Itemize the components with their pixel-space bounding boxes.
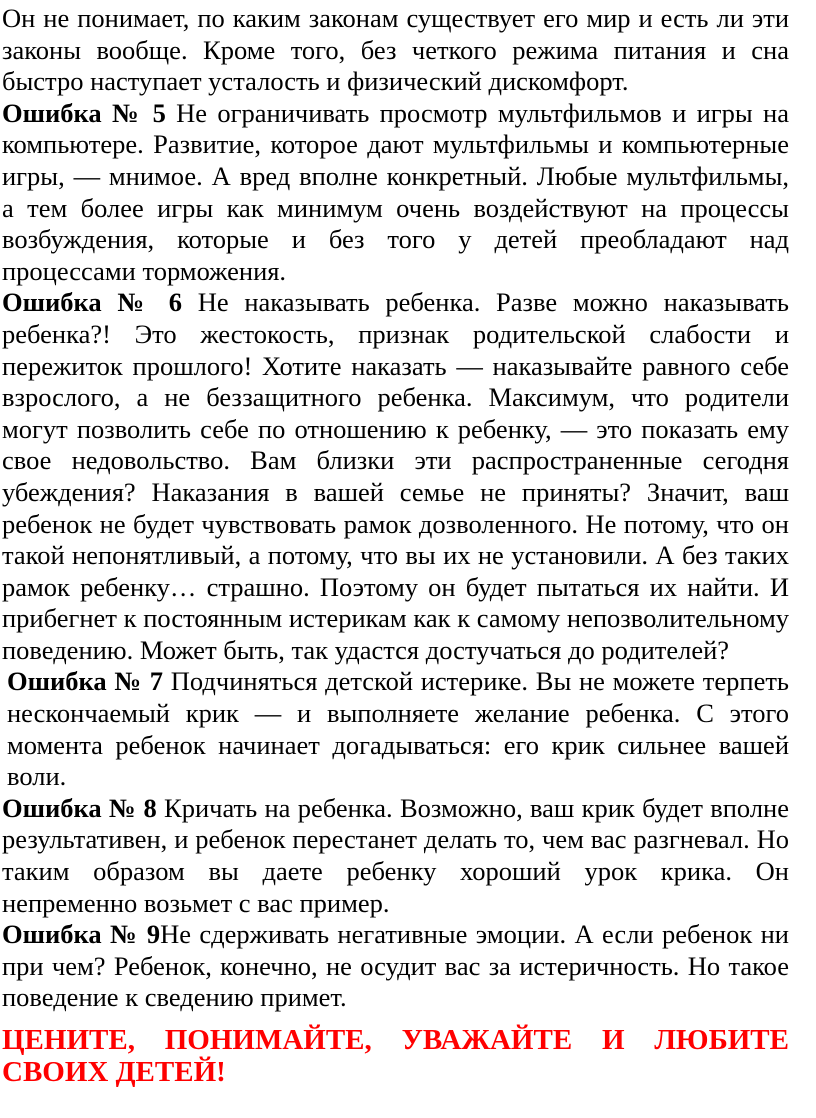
error-6-label: Ошибка № 6 xyxy=(2,287,182,318)
error-5-label: Ошибка № 5 xyxy=(2,97,166,128)
error-8-label: Ошибка № 8 xyxy=(2,792,157,823)
error-8-text: Кричать на ребенка. Возможно, ваш крик будет вполне результативен, и ребенок перестанет делать то, чем вас разгневал. Но таким образом вы даете ребенку хороший урок крика. Он непременно возьмет с вас пример. xyxy=(2,792,789,918)
paragraph-error-5 xyxy=(2,98,789,288)
error-6-text: Не наказывать ребенка. Разве можно наказывать ребенка?! Это жестокость, признак родительской слабости и пережиток прошлого! Хотите наказать — наказывайте равного себе взрослого, а не беззащитного ребенка. Максимум, что родители могут позволить себе по отношению к ребенку, — это показать ему свое недовольство. Вам близки эти распространенные сегодня убеждения? Наказания в вашей семье не приняты? Значит, ваш ребенок не будет чувствовать рамок дозволенного. Не потому, что он такой непонятливый, а потому, что вы их не установили. А без таких рамок ребенку… страшно. Поэтому он будет пытаться их найти. И прибегнет к постоянным истерикам как к самому непозволительному поведению. Может быть, так удастся достучаться до родителей? xyxy=(2,287,789,665)
paragraph-error-8 xyxy=(2,793,789,919)
error-7-label: Ошибка № 7 xyxy=(7,666,164,697)
error-9-label: Ошибка № 9 xyxy=(2,919,161,950)
paragraph-error-7 xyxy=(2,666,789,792)
paragraph-error-9 xyxy=(2,919,789,1014)
error-9-text: Не сдерживать негативные эмоции. А если ребенок ни при чем? Ребенок, конечно, не осудит вас за истеричность. Но такое поведение к сведению примет. xyxy=(2,919,789,1013)
closing-slogan: ЦЕНИТЕ, ПОНИМАЙТЕ, УВАЖАЙТЕ И ЛЮБИТЕ СВОИХ ДЕТЕЙ! xyxy=(2,1024,789,1088)
error-7-text: Подчиняться детской истерике. Вы не можете терпеть нескончаемый крик — и выполняете желание ребенка. С этого момента ребенок начинает догадываться: его крик сильнее вашей воли. xyxy=(7,666,789,792)
paragraph-intro xyxy=(2,3,789,98)
paragraph-intro-text: Он не понимает, по каким законам существует его мир и есть ли эти законы вообще. Кроме того, без четкого режима питания и сна быстро наступает усталость и физический дискомфорт. xyxy=(2,3,789,97)
paragraph-error-6 xyxy=(2,287,789,666)
error-5-text: Не ограничивать просмотр мультфильмов и игры на компьютере. Развитие, которое дают мультфильмы и компьютерные игры, — мнимое. А вред вполне конкретный. Любые мультфильмы, а тем более игры как минимум очень воздействуют на процессы возбуждения, которые и без того у детей преобладают над процессами торможения. xyxy=(2,97,789,286)
